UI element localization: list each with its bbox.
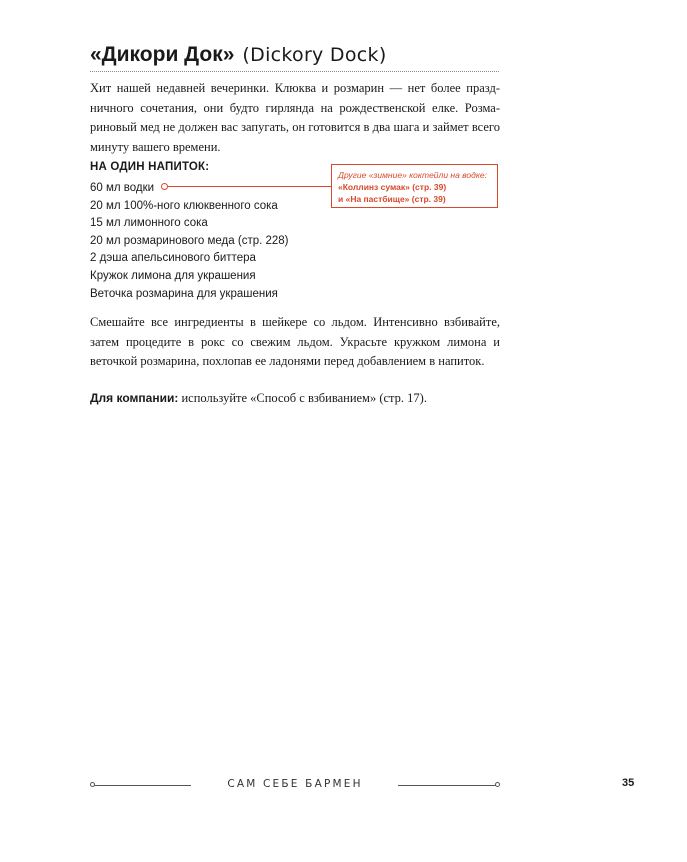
company-tip-text: используйте «Способ с взбиванием» (стр. 17). xyxy=(181,391,427,405)
ingredients-heading: НА ОДИН НАПИТОК: xyxy=(90,161,210,173)
footer-book-title: САМ СЕБЕ БАРМЕН xyxy=(227,778,363,790)
ingredient-item: 2 дэша апельсинового биттера xyxy=(90,252,256,265)
note-heading: Другие «зимние» коктейли на водке: xyxy=(338,170,487,180)
footer-dot-icon xyxy=(495,782,500,787)
ingredient-item: 20 мл 100%-ного клюквенного сока xyxy=(90,199,278,212)
note-reference: и «На пастбище» (стр. 39) xyxy=(338,193,446,204)
footer-rule-left xyxy=(93,785,191,786)
recipe-title-ru: «Дикори Док» xyxy=(90,43,235,66)
recipe-method: Смешайте все ингредиенты в шейкере со льдом. Интенсивно взбивайте, затем процедите в рокс со свежим льдом. Украсьте кружком лимона и веточкой розмарина, похлопав ее ладонями перед добавлением в напиток. xyxy=(90,315,500,368)
recipe-intro: Хит нашей недавней вечеринки. Клюква и розмарин — нет более праздничного сочетания, они будто гирлянда на рождественской елке. Розмариновый мед не должен вас запугать, он готовится в два шага и займет всего минуту вашего времени. xyxy=(90,81,500,154)
recipe-title xyxy=(90,40,510,69)
ingredient-item: 20 мл розмаринового меда (стр. 228) xyxy=(90,234,289,247)
footer-rule-right xyxy=(398,785,497,786)
callout-marker-icon xyxy=(161,183,168,190)
recipe-title-en: (Dickory Dock) xyxy=(242,44,387,66)
footer-dot-icon xyxy=(90,782,95,787)
ingredient-item: Кружок лимона для украшения xyxy=(90,269,256,282)
ingredient-item: 15 мл лимонного сока xyxy=(90,217,208,230)
ingredients-list xyxy=(90,180,289,303)
callout-leader-line xyxy=(168,186,331,187)
company-tip-label: Для компании: xyxy=(90,391,179,405)
sidebar-note xyxy=(331,164,498,208)
ingredient-item: Веточка розмарина для украшения xyxy=(90,287,278,300)
page-number: 35 xyxy=(622,777,635,789)
note-reference: «Коллинз сумак» (стр. 39) xyxy=(338,181,447,192)
ingredient-item: 60 мл водки xyxy=(90,182,155,194)
company-tip xyxy=(90,389,500,409)
title-divider xyxy=(90,71,499,72)
